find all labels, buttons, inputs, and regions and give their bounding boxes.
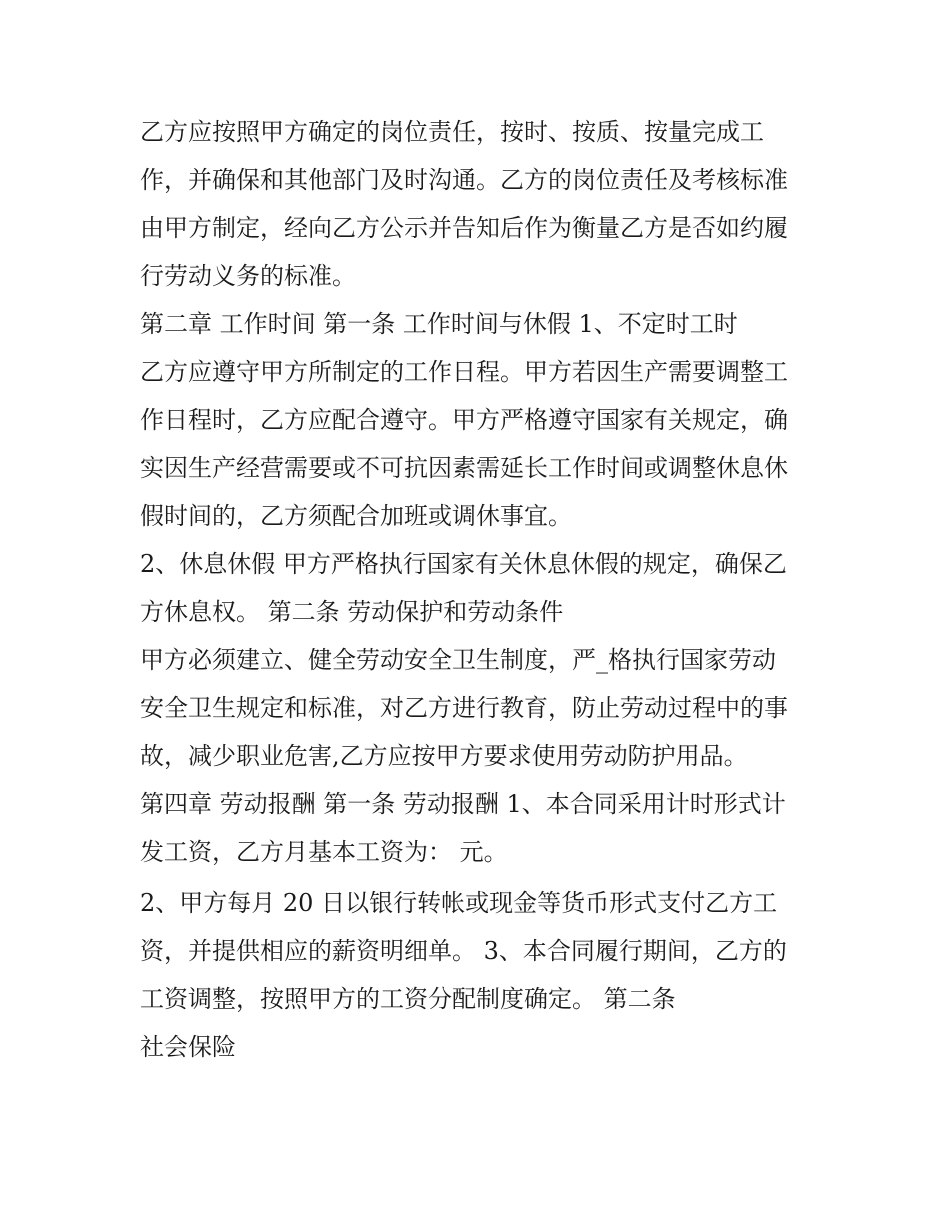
text-line: 行劳动义务的标准。 [140,262,356,290]
text-line: 安全卫生规定和标准，对乙方进行教育，防止劳动过程中的事 [140,694,788,722]
chapter-heading-line: 第二章 工作时间 第一条 工作时间与休假 1、不定时工时 [140,310,738,338]
text-line: 发工资，乙方月基本工资为： 元。 [140,838,508,866]
text-line: 资，并提供相应的薪资明细单。 3、本合同履行期间，乙方的 [140,937,787,965]
text-line: 实因生产经营需要或不可抗因素需延长工作时间或调整休息休 [140,454,788,482]
text-line: 作日程时，乙方应配合遵守。甲方严格遵守国家有关规定，确 [140,406,788,434]
text-line: 方休息权。 第二条 劳动保护和劳动条件 [140,598,564,626]
text-line: 乙方应遵守甲方所制定的工作日程。甲方若因生产需要调整工 [140,358,788,386]
text-line: 工资调整，按照甲方的工资分配制度确定。 第二条 [140,985,676,1013]
text-line: 由甲方制定，经向乙方公示并告知后作为衡量乙方是否如约履 [140,214,788,242]
text-line: 作，并确保和其他部门及时沟通。乙方的岗位责任及考核标准 [140,166,788,194]
text-line: 假时间的，乙方须配合加班或调休事宜。 [140,502,572,530]
text-line: 甲方必须建立、健全劳动安全卫生制度，严_格执行国家劳动 [140,646,776,674]
text-line: 故，减少职业危害,乙方应按甲方要求使用劳动防护用品。 [140,742,748,770]
section-heading-line: 社会保险 [140,1033,236,1061]
document-body [140,108,820,1071]
chapter-heading-line: 第四章 劳动报酬 第一条 劳动报酬 1、本合同采用计时形式计 [140,790,786,818]
text-line: 2、休息休假 甲方严格执行国家有关休息休假的规定，确保乙 [140,550,787,578]
text-line: 乙方应按照甲方确定的岗位责任，按时、按质、按量完成工 [140,118,764,146]
text-line: 2、甲方每月 20 日以银行转帐或现金等货币形式支付乙方工 [140,889,778,917]
